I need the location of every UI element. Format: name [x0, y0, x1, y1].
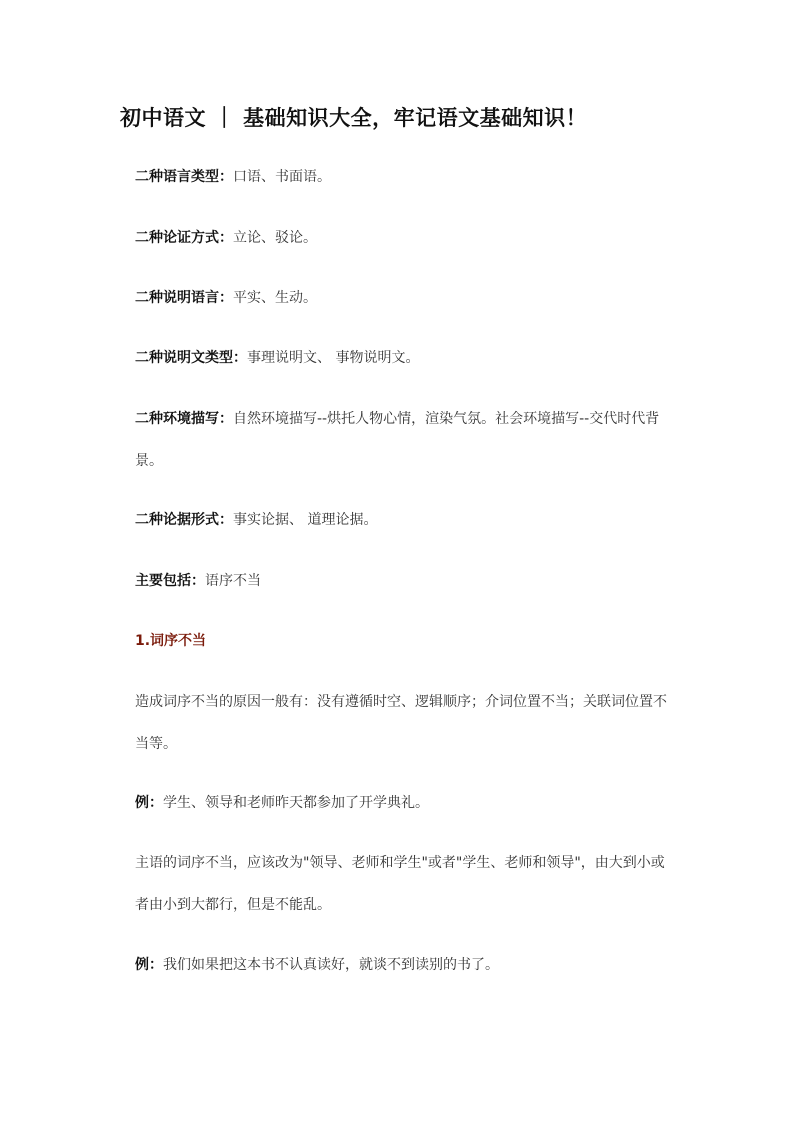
paragraph-label: 二种语言类型： — [135, 169, 233, 185]
paragraph-text: 立论、驳论。 — [233, 230, 317, 246]
paragraph-text: 事理说明文、 事物说明文。 — [247, 350, 420, 366]
paragraph-label: 例： — [135, 957, 163, 973]
paragraph-label: 二种论证方式： — [135, 230, 233, 246]
paragraph-label: 二种环境描写： — [135, 411, 233, 427]
paragraph-text: 事实论据、 道理论据。 — [233, 512, 378, 528]
page-title: 初中语文 ｜ 基础知识大全，牢记语文基础知识！ — [120, 106, 588, 130]
paragraph-text: 平实、生动。 — [233, 290, 317, 306]
paragraph-environment-description — [135, 398, 675, 482]
paragraph-text: 语序不当 — [205, 573, 261, 589]
paragraph-label: 主要包括： — [135, 573, 205, 589]
paragraph-argument-methods — [135, 217, 675, 259]
paragraph-text: 主语的词序不当，应该改为"领导、老师和学生"或者"学生、老师和领导"，由大到小或者由小到大都行，但是不能乱。 — [135, 855, 665, 913]
section-heading-label: 1.词序不当 — [135, 633, 207, 649]
paragraph-word-order-causes — [135, 681, 675, 765]
paragraph-explanatory-language — [135, 277, 675, 319]
paragraph-label: 二种说明语言： — [135, 290, 233, 306]
paragraph-text: 自然环境描写--烘托人物心情，渲染气氛。社会环境描写--交代时代背景。 — [135, 411, 660, 469]
section-heading-word-order — [135, 620, 675, 662]
paragraph-label: 例： — [135, 795, 163, 811]
paragraph-main-includes — [135, 560, 675, 602]
paragraph-example-2 — [135, 944, 675, 986]
paragraph-text: 造成词序不当的原因一般有：没有遵循时空、逻辑顺序；介词位置不当；关联词位置不当等。 — [135, 694, 667, 752]
paragraph-text: 我们如果把这本书不认真读好，就谈不到读别的书了。 — [163, 957, 499, 973]
paragraph-text: 口语、书面语。 — [233, 169, 331, 185]
paragraph-label: 二种论据形式： — [135, 512, 233, 528]
paragraph-example-1 — [135, 782, 675, 824]
paragraph-label: 二种说明文类型： — [135, 350, 247, 366]
paragraph-language-types — [135, 156, 675, 198]
paragraph-text: 学生、领导和老师昨天都参加了开学典礼。 — [163, 795, 429, 811]
paragraph-expository-types — [135, 337, 675, 379]
paragraph-example-1-explanation — [135, 842, 675, 926]
paragraph-evidence-forms — [135, 499, 675, 541]
